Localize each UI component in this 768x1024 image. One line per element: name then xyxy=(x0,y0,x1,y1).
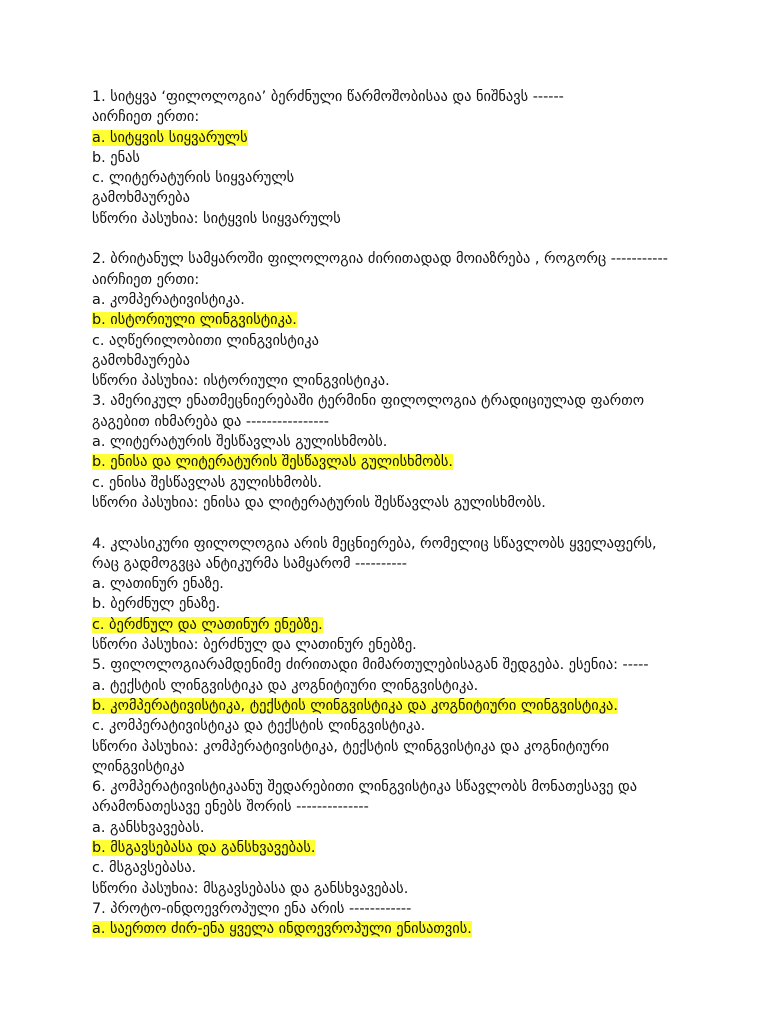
line-text: 7. პროტო-ინდოევროპული ენა არის ------------ xyxy=(92,900,412,917)
line-text: c. ლიტერატურის სიყვარულს xyxy=(92,170,295,187)
line-text: a. განსხვავებას. xyxy=(92,819,205,836)
text-line xyxy=(92,128,732,148)
line-text: გამოხმაურება xyxy=(92,190,190,207)
text-line xyxy=(92,737,732,757)
paragraph-gap xyxy=(92,229,732,249)
text-line xyxy=(92,594,732,614)
highlighted-answer: a. საერთო ძირ-ენა ყველა ინდოევროპული ენისათვის. xyxy=(92,921,472,938)
line-text: სწორი პასუხია: ისტორიული ლინგვისტიკა. xyxy=(92,373,390,390)
text-line xyxy=(92,777,732,797)
line-text: 6. კომპერატივისტიკაანუ შედარებითი ლინგვისტიკა სწავლობს მონათესავე და xyxy=(92,779,638,796)
text-line xyxy=(92,493,732,513)
line-text: სწორი პასუხია: სიტყვის სიყვარულს xyxy=(92,210,341,227)
highlighted-answer: b. ისტორიული ლინგვისტიკა. xyxy=(92,312,297,329)
text-line xyxy=(92,391,732,411)
text-line xyxy=(92,554,732,574)
text-line xyxy=(92,899,732,919)
text-line xyxy=(92,188,732,208)
line-text: c. ენისა შესწავლას გულისხმობს. xyxy=(92,474,322,491)
text-line xyxy=(92,168,732,188)
text-line xyxy=(92,371,732,391)
text-line xyxy=(92,858,732,878)
document-body xyxy=(92,87,732,939)
line-text: a. ტექსტის ლინგვისტიკა და კოგნიტიური ლინგვისტიკა. xyxy=(92,677,479,694)
text-line xyxy=(92,655,732,675)
text-line xyxy=(92,249,732,269)
highlighted-answer: b. კომპერატივისტიკა, ტექსტის ლინგვისტიკა და კოგნიტიური ლინგვისტიკა. xyxy=(92,697,618,714)
line-text: გაგებით იხმარება და ---------------- xyxy=(92,413,329,430)
line-text: სწორი პასუხია: ბერძნულ და ლათინურ ენებზე. xyxy=(92,637,417,654)
text-line xyxy=(92,432,732,452)
text-line xyxy=(92,534,732,554)
line-text: 3. ამერიკულ ენათმეცნიერებაში ტერმინი ფილოლოგია ტრადიციულად ფართო xyxy=(92,393,645,410)
highlighted-answer: c. ბერძნულ და ლათინურ ენებზე. xyxy=(92,616,323,633)
text-line xyxy=(92,838,732,858)
text-line xyxy=(92,310,732,330)
text-line xyxy=(92,270,732,290)
line-text: b. ენას xyxy=(92,149,140,166)
text-line xyxy=(92,412,732,432)
line-text: სწორი პასუხია: მსგავსებასა და განსხვავებას. xyxy=(92,880,409,897)
line-text: სწორი პასუხია: ენისა და ლიტერატურის შესწავლას გულისხმობს. xyxy=(92,494,546,511)
line-text: b. ბერძნულ ენაზე. xyxy=(92,596,221,613)
line-text: 5. ფილოლოგიარამდენიმე ძირითადი მიმართულებისაგან შედგება. ესენია: ----- xyxy=(92,657,649,674)
highlighted-answer: b. მსგავსებასა და განსხვავებას. xyxy=(92,839,316,856)
line-text: 4. კლასიკური ფილოლოგია არის მეცნიერება, რომელიც სწავლობს ყველაფერს, xyxy=(92,535,657,552)
line-text: 2. ბრიტანულ სამყაროში ფილოლოგია ძირითადად მოიაზრება , როგორც ----------- xyxy=(92,251,668,268)
line-text: ლინგვისტიკა xyxy=(92,758,185,775)
line-text: არამონათესავე ენებს შორის -------------- xyxy=(92,799,369,816)
text-line xyxy=(92,473,732,493)
line-text: გამოხმაურება xyxy=(92,352,190,369)
line-text: c. კომპერატივისტიკა და ტექსტის ლინგვისტიკა. xyxy=(92,718,426,735)
text-line xyxy=(92,107,732,127)
line-text: a. ლათინურ ენაზე. xyxy=(92,576,224,593)
line-text: სწორი პასუხია: კომპერატივისტიკა, ტექსტის ლინგვისტიკა და კოგნიტიური xyxy=(92,738,610,755)
highlighted-answer: a. სიტყვის სიყვარულს xyxy=(92,129,248,146)
text-line xyxy=(92,757,732,777)
line-text: 1. სიტყვა ‘ფილოლოგია’ ბერძნული წარმოშობისაა და ნიშნავს ------ xyxy=(92,89,564,105)
text-line xyxy=(92,351,732,371)
text-line xyxy=(92,331,732,351)
text-line xyxy=(92,676,732,696)
text-line xyxy=(92,797,732,817)
text-line xyxy=(92,148,732,168)
text-line xyxy=(92,919,732,939)
text-line xyxy=(92,209,732,229)
text-line xyxy=(92,635,732,655)
line-text: a. ლიტერატურის შესწავლას გულისხმობს. xyxy=(92,434,388,451)
line-text: a. კომპერატივისტიკა. xyxy=(92,291,245,308)
text-line xyxy=(92,696,732,716)
text-line xyxy=(92,452,732,472)
line-text: აირჩიეთ ერთი: xyxy=(92,109,200,126)
line-text: c. აღწერილობითი ლინგვისტიკა xyxy=(92,332,319,349)
text-line xyxy=(92,87,732,107)
text-line xyxy=(92,290,732,310)
text-line xyxy=(92,716,732,736)
paragraph-gap xyxy=(92,513,732,533)
text-line xyxy=(92,615,732,635)
line-text: აირჩიეთ ერთი: xyxy=(92,271,200,288)
text-line xyxy=(92,879,732,899)
line-text: c. მსგავსებასა. xyxy=(92,860,197,877)
line-text: რაც გადმოგვცა ანტიკურმა სამყარომ ---------- xyxy=(92,555,407,572)
text-line xyxy=(92,818,732,838)
text-line xyxy=(92,574,732,594)
highlighted-answer: b. ენისა და ლიტერატურის შესწავლას გულისხმობს. xyxy=(92,454,453,471)
